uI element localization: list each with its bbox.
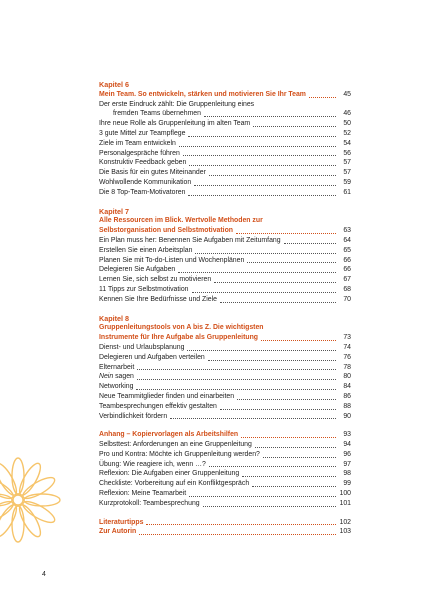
dot-leader (220, 301, 336, 303)
page-ref: 96 (343, 450, 351, 458)
dot-leader (189, 495, 336, 497)
toc-entry-title: Reflexion: Meine Teamarbeit (99, 490, 187, 498)
page-ref: 57 (343, 159, 351, 167)
chapter-8 (99, 314, 351, 422)
toc-entry[interactable] (99, 382, 351, 392)
dot-leader (261, 339, 336, 341)
dot-leader (220, 408, 336, 410)
page-ref: 57 (343, 169, 351, 177)
dot-leader (252, 485, 336, 487)
toc-entry-title: Verbindlichkeit fördern (99, 412, 168, 420)
toc-entry[interactable] (99, 275, 351, 285)
chapter-label: Kapitel 8 (99, 313, 129, 323)
dot-leader (247, 261, 336, 263)
toc-entry-title: Elternarbeit (99, 363, 135, 371)
page-ref: 66 (343, 266, 351, 274)
page-ref: 46 (343, 110, 351, 118)
page-ref: 78 (343, 363, 351, 371)
chapter-label: Kapitel 7 (99, 206, 129, 216)
page-ref: 63 (343, 227, 351, 235)
toc-entry-emphasis: Nein (99, 373, 114, 381)
toc-entry-title: Reflexion: Die Aufgaben einer Gruppenleitung (99, 470, 240, 478)
toc-entry-title: Networking (99, 383, 134, 391)
page-ref: 100 (339, 490, 351, 498)
toc-entry[interactable] (99, 372, 351, 382)
toc-entry-title: Dienst- und Urlaubsplanung (99, 343, 185, 351)
flower-petals (0, 458, 60, 542)
page-ref: 86 (343, 392, 351, 400)
toc-entry[interactable] (99, 188, 351, 198)
dot-leader (188, 194, 336, 196)
toc-entry-title: Konstruktiv Feedback geben (99, 159, 187, 167)
page-ref: 88 (343, 402, 351, 410)
toc-entry-title: 3 gute Mittel zur Teampflege (99, 129, 186, 137)
toc-entry-title: Personalgespräche führen (99, 149, 180, 157)
toc-entry[interactable] (99, 499, 351, 509)
toc-entry-title: Lernen Sie, sich selbst zu motivieren (99, 276, 212, 284)
toc-entry[interactable] (99, 412, 351, 422)
chapter-heading-title: Selbstorganisation und Selbstmotivation (99, 227, 233, 235)
toc-entry-title: Ziele im Team entwickeln (99, 139, 176, 147)
dot-leader (284, 242, 336, 244)
dot-leader (146, 523, 336, 525)
dot-leader (241, 436, 336, 438)
end-matter (99, 518, 351, 538)
page-ref: 80 (343, 373, 351, 381)
toc-entry[interactable] (99, 402, 351, 412)
appendix-heading-title: Anhang – Kopiervorlagen als Arbeitshilfen (99, 431, 239, 439)
toc-entry-title: Die 8 Top-Team-Motivatoren (99, 188, 186, 196)
page-ref: 66 (343, 256, 351, 264)
page-ref: 94 (343, 441, 351, 449)
dot-leader (136, 388, 336, 390)
page-ref: 84 (343, 383, 351, 391)
dot-leader (137, 378, 336, 380)
dot-leader (195, 252, 336, 254)
toc-entry-title: Pro und Kontra: Möchte ich Gruppenleitung werden? (99, 450, 260, 458)
toc-entry-title: Erstellen Sie einen Arbeitsplan (99, 246, 193, 254)
page-ref: 98 (343, 470, 351, 478)
toc-entry[interactable] (99, 343, 351, 353)
page-ref: 59 (343, 178, 351, 186)
page-ref: 54 (343, 139, 351, 147)
toc-entry[interactable] (99, 285, 351, 295)
toc-entry[interactable] (99, 149, 351, 159)
page-ref: 67 (343, 276, 351, 284)
page-ref: 56 (343, 149, 351, 157)
toc-entry[interactable] (99, 168, 351, 178)
chapter-7 (99, 207, 351, 305)
page-ref: 74 (343, 343, 351, 351)
page-ref: 101 (339, 499, 351, 507)
page-ref: 103 (339, 528, 351, 536)
author-title: Zur Autorin (99, 528, 137, 536)
dot-leader (189, 164, 336, 166)
dot-leader (237, 398, 336, 400)
toc-entry[interactable] (99, 469, 351, 479)
dot-leader (183, 154, 336, 156)
chapter-heading[interactable] (99, 90, 351, 100)
toc-entry[interactable] (99, 353, 351, 363)
dot-leader (253, 125, 336, 127)
toc-entry[interactable] (99, 119, 351, 129)
dot-leader (209, 174, 336, 176)
page-ref: 90 (343, 412, 351, 420)
chapter-heading-title: Instrumente für Ihre Aufgabe als Gruppenleitung (99, 334, 259, 342)
page-number: 4 (42, 571, 46, 578)
page-ref: 99 (343, 480, 351, 488)
toc-entry-title: Planen Sie mit To-do-Listen und Wochenplänen (99, 256, 245, 264)
toc-entry-title: Selbsttest: Anforderungen an eine Gruppenleitung (99, 441, 252, 449)
dot-leader (214, 281, 336, 283)
page-ref: 45 (343, 90, 351, 98)
author-heading[interactable] (99, 527, 351, 537)
page-ref: 76 (343, 353, 351, 361)
dot-leader (137, 368, 336, 370)
appendix-heading[interactable] (99, 430, 351, 440)
toc-entry-title: Die Basis für ein gutes Miteinander (99, 169, 206, 177)
toc-entry[interactable] (99, 460, 351, 470)
toc-entry[interactable] (99, 139, 351, 149)
dot-leader (203, 505, 336, 507)
dot-leader (242, 475, 336, 477)
chapter-heading-line[interactable]: Alle Ressourcen im Blick. Wertvolle Methoden zur (99, 217, 263, 225)
page-ref: 52 (343, 129, 351, 137)
chapter-heading-line[interactable]: Gruppenleitungstools von A bis Z. Die wichtigsten (99, 324, 264, 332)
dot-leader (178, 271, 336, 273)
toc-entry[interactable] (99, 158, 351, 168)
page-ref: 65 (343, 246, 351, 254)
page-ref: 73 (343, 334, 351, 342)
chapter-6 (99, 80, 351, 198)
dot-leader (170, 417, 336, 419)
toc-entry-title: Ihre neue Rolle als Gruppenleitung im alten Team (99, 120, 251, 128)
toc-entry-title: Delegieren Sie Aufgaben (99, 266, 176, 274)
page-ref: 93 (343, 431, 351, 439)
chapter-label: Kapitel 6 (99, 80, 129, 89)
toc-entry-title: Ein Plan muss her: Benennen Sie Aufgaben mit Zeitumfang (99, 236, 281, 244)
chapter-heading[interactable] (99, 226, 351, 236)
toc-entry-title: Wohlwollende Kommunikation (99, 178, 192, 186)
toc-entry[interactable] (99, 236, 351, 246)
page-ref: 64 (343, 236, 351, 244)
toc-entry[interactable] (99, 363, 351, 373)
toc-entry-title: Neue Teammitglieder finden und einarbeiten (99, 392, 235, 400)
dot-leader (188, 135, 336, 137)
toc-entry-title: Teambesprechungen effektiv gestalten (99, 402, 217, 410)
toc-entry-rest: sagen (113, 373, 134, 381)
toc-entry[interactable] (99, 129, 351, 139)
toc-entry-title (99, 372, 134, 382)
toc-entry-title: 11 Tipps zur Selbstmotivation (99, 285, 189, 293)
toc-entry-title: Delegieren und Aufgaben verteilen (99, 353, 205, 361)
page-ref: 61 (343, 188, 351, 196)
dot-leader (139, 533, 336, 535)
toc-entry[interactable] (99, 479, 351, 489)
toc-entry-title: Checkliste: Vorbereitung auf ein Konfliktgespräch (99, 480, 250, 488)
dot-leader (194, 184, 336, 186)
toc-entry-title: Kennen Sie Ihre Bedürfnisse und Ziele (99, 295, 217, 303)
flower-icon (0, 445, 80, 555)
toc-entry[interactable] (99, 246, 351, 256)
page-ref: 50 (343, 120, 351, 128)
toc-entry[interactable] (99, 440, 351, 450)
toc-entry[interactable] (99, 109, 351, 119)
page-ref: 70 (343, 295, 351, 303)
dot-leader (263, 456, 336, 458)
toc-entry[interactable] (99, 450, 351, 460)
toc-entry[interactable] (99, 256, 351, 266)
dot-leader (208, 359, 336, 361)
appendix (99, 430, 351, 508)
dot-leader (179, 145, 336, 147)
toc-entry-title: Übung: Wie reagiere ich, wenn …? (99, 460, 206, 468)
toc-entry[interactable] (99, 265, 351, 275)
chapter-heading[interactable] (99, 333, 351, 343)
chapter-heading-title: Mein Team. So entwickeln, stärken und motivieren Sie Ihr Team (99, 90, 306, 98)
page-ref: 68 (343, 285, 351, 293)
dot-leader (309, 96, 336, 98)
page-ref: 102 (339, 518, 351, 526)
toc-entry[interactable] (99, 178, 351, 188)
dot-leader (204, 115, 336, 117)
toc-entry[interactable] (99, 489, 351, 499)
toc-entry-title: Kurzprotokoll: Teambesprechung (99, 499, 200, 507)
toc-entry-title-line[interactable]: Der erste Eindruck zählt: Die Gruppenleitung eines (99, 100, 255, 108)
literature-title: Literaturtipps (99, 518, 144, 526)
page-ref: 97 (343, 460, 351, 468)
dot-leader (192, 291, 337, 293)
toc-entry[interactable] (99, 392, 351, 402)
toc-entry[interactable] (99, 295, 351, 305)
dot-leader (255, 446, 336, 448)
literature-heading[interactable] (99, 518, 351, 528)
toc-entry-title: fremden Teams übernehmen (113, 110, 201, 118)
dot-leader (187, 349, 336, 351)
dot-leader (236, 232, 336, 234)
table-of-contents (99, 80, 351, 546)
dot-leader (209, 465, 336, 467)
